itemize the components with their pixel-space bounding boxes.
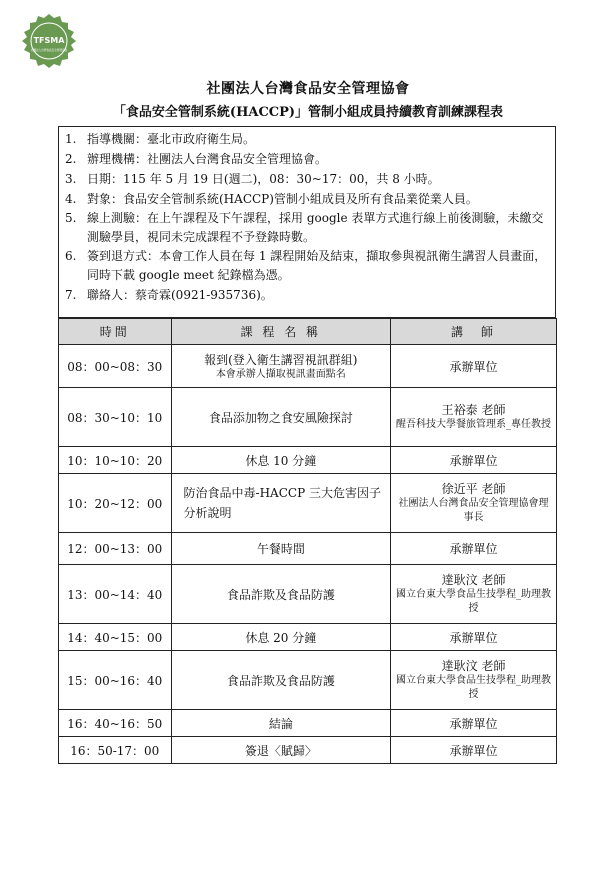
header-time: 時間	[59, 319, 172, 345]
info-box	[58, 126, 556, 318]
course-title: 食品添加物之食安風險探討	[208, 410, 353, 425]
table-row	[59, 624, 557, 651]
row-course	[171, 565, 391, 624]
info-item-number: 6.	[65, 249, 77, 263]
tfsma-logo	[20, 12, 78, 70]
row-course	[171, 737, 391, 764]
row-instructor	[391, 737, 557, 764]
header-instructor: 講 師	[391, 319, 557, 345]
info-item-text: 指導機關：臺北市政府衛生局。	[87, 132, 256, 146]
info-item-number: 7.	[65, 288, 77, 302]
row-instructor	[391, 474, 557, 533]
row-course	[171, 624, 391, 651]
row-time: 10：10~10：20	[59, 447, 172, 474]
info-item-number: 3.	[65, 172, 77, 186]
table-row	[59, 345, 557, 388]
table-row	[59, 565, 557, 624]
info-item	[65, 149, 549, 169]
row-course	[171, 388, 391, 447]
info-item	[65, 285, 549, 305]
course-title: 結論	[268, 716, 293, 731]
table-row	[59, 388, 557, 447]
course-title: 食品詐欺及食品防護	[226, 673, 335, 688]
course-title: 休息 10 分鐘	[245, 453, 317, 468]
row-time: 15：00~16：40	[59, 651, 172, 710]
row-time: 08：00~08：30	[59, 345, 172, 388]
course-title: 報到(登入衛生講習視訊群組)	[204, 352, 358, 367]
page-subtitle: 「食品安全管制系統(HACCP)」管制小組成員持續教育訓練課程表	[112, 105, 504, 120]
instructor-affiliation: 國立台東大學食品生技學程_助理教授	[396, 675, 552, 700]
info-item	[65, 247, 549, 285]
instructor-affiliation: 社團法人台灣食品安全管理協會理事長	[398, 498, 549, 523]
instructor-name: 達耿汶 老師	[441, 573, 506, 587]
row-time: 13：00~14：40	[59, 565, 172, 624]
instructor-name: 王裕泰 老師	[441, 403, 506, 417]
info-item-text: 日期：115 年 5 月 19 日(週二)，08：30~17：00，共 8 小時。	[87, 172, 440, 186]
info-item	[65, 209, 549, 247]
info-item-text: 簽到退方式：本會工作人員在每 1 課程開始及結束，擷取參與視訊衛生講習人員畫面，同時下載 google meet 紀錄檔為憑。	[87, 249, 547, 282]
course-title: 簽退〈賦歸〉	[244, 743, 317, 758]
info-item-text: 辦理機構：社團法人台灣食品安全管理協會。	[87, 152, 328, 166]
course-title: 午餐時間	[256, 542, 305, 556]
table-header-row	[59, 319, 557, 345]
logo-subtitle: 社團法人台灣食品安全管理協會	[30, 49, 68, 52]
instructor-name: 承辦單位	[449, 542, 498, 556]
course-title: 食品詐欺及食品防護	[226, 587, 335, 602]
info-item-number: 5.	[65, 211, 77, 225]
instructor-affiliation: 國立台東大學食品生技學程_助理教授	[396, 589, 552, 614]
instructor-name: 承辦單位	[449, 743, 498, 758]
info-item-number: 2.	[65, 152, 77, 166]
instructor-name: 達耿汶 老師	[441, 659, 506, 673]
table-row	[59, 651, 557, 710]
course-title: 休息 20 分鐘	[245, 630, 317, 645]
info-item-number: 4.	[65, 192, 77, 206]
instructor-name: 徐近平 老師	[441, 482, 506, 496]
row-instructor	[391, 651, 557, 710]
instructor-name: 承辦單位	[449, 359, 498, 374]
row-course	[171, 447, 391, 474]
header-course: 課 程 名 稱	[171, 319, 391, 345]
row-time: 16：40~16：50	[59, 710, 172, 737]
row-time: 08：30~10：10	[59, 388, 172, 447]
info-item-number: 1.	[65, 132, 77, 146]
info-item-text: 對象：食品安全管制系統(HACCP)管制小組成員及所有食品業從業人員。	[87, 192, 478, 206]
row-time: 12：00~13：00	[59, 533, 172, 565]
row-course	[171, 345, 391, 388]
course-note: 本會承辦人擷取視訊畫面點名	[215, 368, 346, 380]
row-instructor	[391, 388, 557, 447]
row-instructor	[391, 710, 557, 737]
row-instructor	[391, 447, 557, 474]
course-title: 防治食品中毒-HACCP 三大危害因子分析說明	[183, 486, 381, 520]
info-item	[65, 169, 549, 189]
row-time: 14：40~15：00	[59, 624, 172, 651]
row-course	[171, 533, 391, 565]
page-title: 社團法人台灣食品安全管理協會	[206, 81, 410, 97]
table-row	[59, 533, 557, 565]
table-row	[59, 447, 557, 474]
row-instructor	[391, 565, 557, 624]
table-row	[59, 710, 557, 737]
instructor-name: 承辦單位	[449, 453, 498, 468]
logo-text: TFSMA	[33, 36, 65, 45]
row-instructor	[391, 533, 557, 565]
instructor-name: 承辦單位	[449, 716, 498, 731]
row-instructor	[391, 345, 557, 388]
row-course	[171, 651, 391, 710]
row-course	[171, 710, 391, 737]
info-item	[65, 189, 549, 209]
row-time: 10：20~12：00	[59, 474, 172, 533]
row-instructor	[391, 624, 557, 651]
instructor-affiliation: 醒吾科技大學餐旅管理系_專任教授	[396, 419, 552, 430]
instructor-name: 承辦單位	[449, 630, 498, 645]
info-item-text: 聯絡人：蔡奇霖(0921-935736)。	[87, 288, 273, 302]
row-course	[171, 474, 391, 533]
schedule-table	[58, 318, 557, 764]
row-time: 16：50-17：00	[59, 737, 172, 764]
table-row	[59, 474, 557, 533]
table-row	[59, 737, 557, 764]
info-item	[65, 129, 549, 149]
info-item-text: 線上測驗：在上午課程及下午課程，採用 google 表單方式進行線上前後測驗，未繳交測驗學員，視同未完成課程不予登錄時數。	[87, 211, 544, 244]
